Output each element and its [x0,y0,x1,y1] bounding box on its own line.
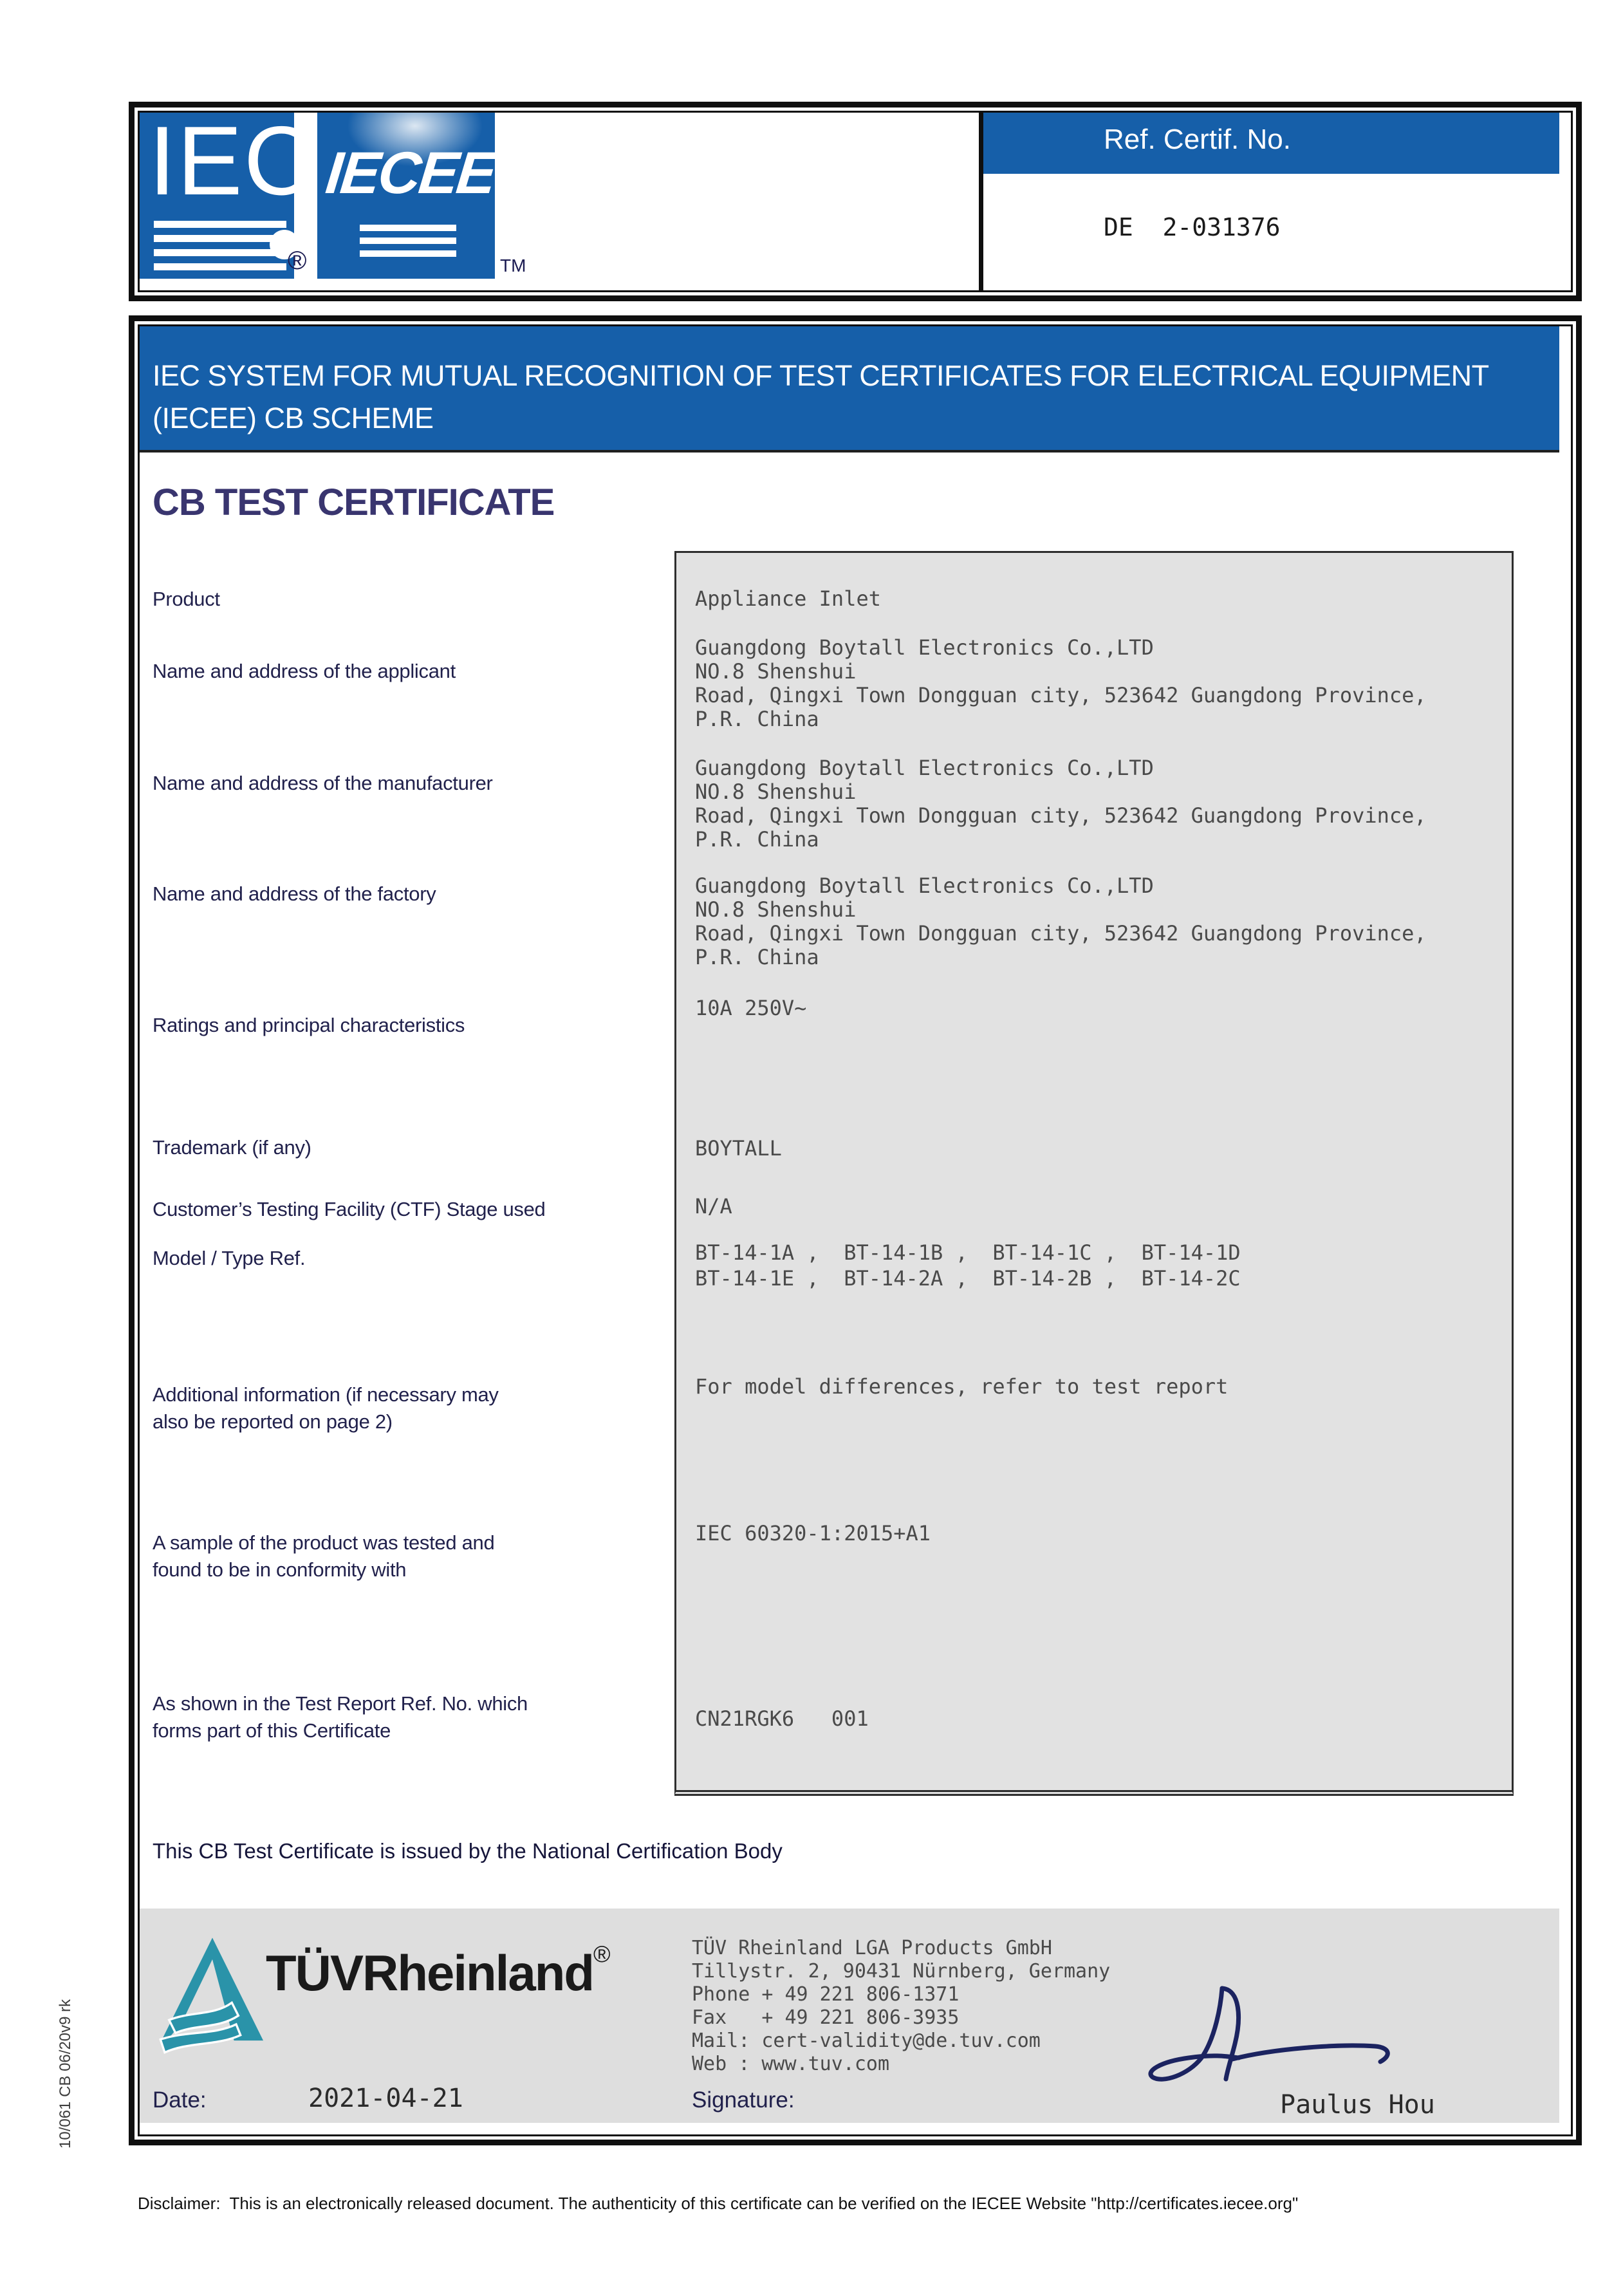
label-product: Product [153,588,220,610]
form-code-side-note: 10/061 CB 06/20v9 rk [57,1999,74,2149]
label-ratings: Ratings and principal characteristics [153,1014,465,1036]
label-manufacturer: Name and address of the manufacturer [153,772,493,794]
value-product: Appliance Inlet [695,586,881,611]
label-test-report: As shown in the Test Report Ref. No. which forms part of this Certificate [153,1692,528,1742]
label-factory: Name and address of the factory [153,882,436,905]
iecee-logo [317,113,498,279]
value-ratings: 10A 250V~ [695,996,807,1020]
value-conformity: IEC 60320-1:2015+A1 [695,1521,931,1545]
iec-logo-text: IEC [149,111,316,216]
ref-certif-panel [979,113,1559,290]
date-value: 2021-04-21 [308,2084,463,2113]
disclaimer-text: Disclaimer: This is an electronically released document. The authenticity of this certificate can be verified on the IECEE Website "http://certificates.iecee.org" [138,2194,1299,2213]
label-additional-info: Additional information (if necessary may also be reported on page 2) [153,1383,499,1433]
ref-certif-header [983,113,1559,174]
tm-icon: TM [500,256,526,275]
value-applicant: Guangdong Boytall Electronics Co.,LTD NO.8 Shenshui Road, Qingxi Town Dongguan city, 523642 Guangdong Province, P.R. China [695,635,1427,731]
certificate-body-inner [138,324,1573,2136]
label-applicant: Name and address of the applicant [153,660,456,682]
label-ctf-stage: Customer’s Testing Facility (CTF) Stage used [153,1198,546,1220]
scheme-banner-text: IEC SYSTEM FOR MUTUAL RECOGNITION OF TEST CERTIFICATES FOR ELECTRICAL EQUIPMENT (IECEE) CB SCHEME [153,359,1489,434]
value-test-report: CN21RGK6 001 [695,1706,869,1731]
signer-name: Paulus Hou [1280,2090,1435,2120]
issued-by-line: This CB Test Certificate is issued by the National Certification Body [153,1839,783,1863]
date-label: Date: [153,2087,207,2113]
label-conformity: A sample of the product was tested and found to be in conformity with [153,1531,495,1581]
scheme-banner [140,326,1559,453]
tuv-registered-icon: ® [593,1941,609,1967]
ref-certif-number: DE 2-031376 [1104,213,1281,241]
ncb-address: TÜV Rheinland LGA Products GmbH Tillystr. 2, 90431 Nürnberg, Germany Phone + 49 221 806-1371 Fax + 49 221 806-3935 Mail: cert-validity@de.tuv.com Web : www.tuv.com [692,1937,1111,2075]
certificate-title: CB TEST CERTIFICATE [153,481,555,523]
iecee-logo-text: IECEE [322,140,498,206]
signature-label: Signature: [692,2087,795,2113]
ref-certif-label: Ref. Certif. No. [1104,124,1291,155]
label-trademark: Trademark (if any) [153,1136,311,1159]
iecee-logo-bars-icon [360,225,456,263]
label-model-type: Model / Type Ref. [153,1247,306,1269]
value-additional-info: For model differences, refer to test report [695,1374,1229,1399]
header-box-inner [138,111,1573,292]
value-factory: Guangdong Boytall Electronics Co.,LTD NO.8 Shenshui Road, Qingxi Town Dongguan city, 523642 Guangdong Province, P.R. China [695,873,1427,969]
tuv-triangle-icon [158,1936,267,2055]
value-ctf-stage: N/A [695,1194,732,1218]
values-panel [674,551,1514,1796]
ncb-footer-band [140,1909,1559,2123]
header-box [129,102,1582,301]
value-model-type: BT-14-1A , BT-14-1B , BT-14-1C , BT-14-1D BT-14-1E , BT-14-2A , BT-14-2B , BT-14-2C [695,1240,1241,1291]
tuv-wordmark [266,1941,609,2002]
certificate-body-box [129,315,1582,2145]
value-trademark: BOYTALL [695,1136,782,1161]
value-manufacturer: Guangdong Boytall Electronics Co.,LTD NO.8 Shenshui Road, Qingxi Town Dongguan city, 523642 Guangdong Province, P.R. China [695,756,1427,852]
tuv-wordmark-text: TÜVRheinland [266,1945,594,2001]
iec-logo [140,111,316,279]
handwritten-signature [1144,1979,1407,2086]
registered-trademark-icon: ® [288,247,307,275]
iec-logo-bars-icon [154,221,286,277]
